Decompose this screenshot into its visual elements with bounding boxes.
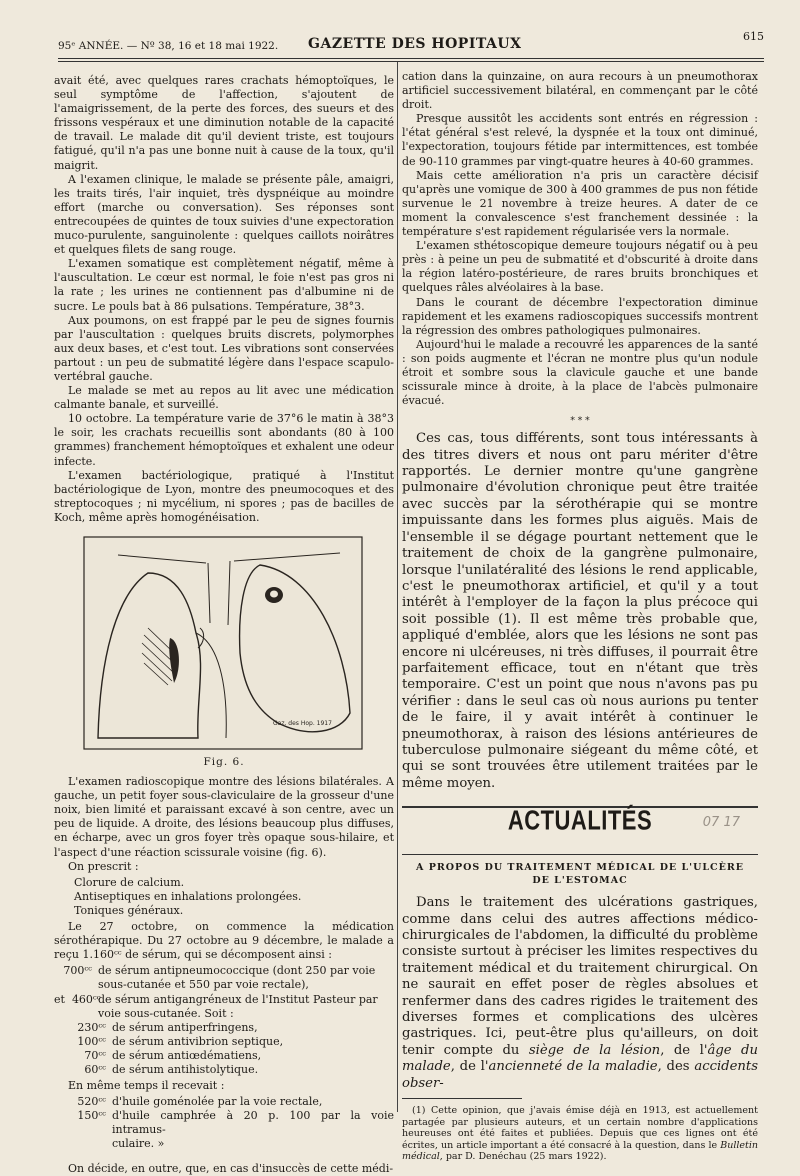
section-banner [402, 806, 758, 855]
footnote-rule [402, 1098, 522, 1099]
text-run: , de l' [450, 1059, 489, 1075]
oil-doses [68, 1095, 394, 1151]
prescription-list [74, 876, 394, 918]
section-separator-stars: ⁎ ⁎ ⁎ [570, 413, 590, 424]
list-item: Toniques généraux. [74, 903, 184, 917]
dose-description: de sérum antihistolytique. [112, 1062, 259, 1076]
paragraph: On décide, en outre, que, en cas d'insuccès de cette médi- [68, 1161, 394, 1175]
text-run: Dans le traitement des ulcérations gastriques, comme dans celui des autres affections médico-chirurgicales de l'abdomen, la difficulté du problème consiste surtout à préciser les limites respectives du traitement médical et du traitement chirurgical. On ne saurait en effet poser de règles absolues et renfermer dans des cadres rigides le traitement des diverses formes et complications des ulcères gastriques. Ici, peut-être plus qu'ailleurs, on doit tenir compte du [402, 895, 758, 1058]
paragraph [402, 895, 758, 1092]
paragraph: Le 27 octobre, on commence la médication sérothérapique. Du 27 octobre au 9 décembre, le malade a reçu 1.160ᶜᶜ de sérum, qui se décomposent ainsi : [54, 920, 394, 962]
dose-row [68, 1021, 394, 1035]
dose-continuation: sous-cutanée et 550 par voie rectale), [98, 978, 309, 992]
footnote [402, 1105, 758, 1163]
paragraph: L'examen somatique est complètement négatif, même à l'auscultation. Le cœur est normal, le foie n'est pas gros ni la rate ; les urines ne contiennent pas d'albumine ni de sucre. Le pouls bat à 86 pulsations. Température, 38°3. [54, 257, 394, 313]
dose-row [54, 993, 394, 1007]
paragraph: L'examen sthétoscopique demeure toujours négatif ou à peu près : à peine un peu de submatité et d'obscurité à droite dans la région latéro-postérieure, de rares bruits bronchiques et quelques râles alvéolaires à la base. [402, 239, 758, 295]
list-item: Antiseptiques en inhalations prolongées. [74, 889, 302, 903]
emphasis: accidents obser- [402, 1059, 758, 1091]
page-number: 615 [743, 30, 764, 43]
text-run: , par D. Denéchau (25 mars 1922). [439, 1151, 607, 1163]
text-run: (1) Cette opinion, que j'avais émise déjà en 1913, est actuellement partagée par plusieurs auteurs, et un certain nombre d'applications heureuses ont été faites et publiées. Depuis que ces lignes ont été écrites, un article important a été consacré à la question, dans le [402, 1105, 758, 1151]
column-divider [397, 62, 398, 1112]
figure-lung-diagram [78, 533, 368, 753]
emphasis: ancienneté de la maladie [488, 1059, 658, 1075]
paragraph: Mais cette amélioration n'a pris un caractère décisif qu'après une vomique de 300 à 400 grammes de pus non fétide survenue le 21 novembre à treize heures. A dater de ce moment la convalescence s'est franchement dessinée : la température s'est rapidement régularisée vers la normale. [402, 168, 758, 239]
dose-row [68, 1049, 394, 1063]
paragraph: Le malade se met au repos au lit avec une médication calmante banale, et surveillé. [54, 384, 394, 412]
article-body [402, 895, 758, 1092]
paragraph: Aux poumons, on est frappé par le peu de signes fournis par l'auscultation : quelques bruits discrets, polymorphes aux deux bases, et c'est tout. Les vibrations sont conservées partout : un peu de submatité légère dans l'espace scapulo-vertébral gauche. [54, 313, 394, 383]
dose-row [68, 1109, 394, 1137]
dose-row [68, 1063, 394, 1077]
dose-continuation: voie sous-cutanée. Soit : [98, 1006, 234, 1020]
header-rule [58, 58, 764, 59]
paragraph: 10 octobre. La température varie de 37°6 le matin à 38°3 le soir, les crachats recueillis sont abondants (80 à 100 grammes) franchement hémoptoïques et exhalent une odeur infecte. [54, 412, 394, 468]
dose-description: d'huile camphrée à 20 p. 100 par la voie intramus- [112, 1109, 394, 1137]
dose-description: de sérum antiœdématiens, [112, 1048, 262, 1062]
conjunction: et [54, 992, 65, 1006]
dose-amount [54, 992, 101, 1007]
conclusion-block [402, 431, 758, 792]
handwritten-note: 07 17 [702, 815, 740, 831]
figure-credit: Gaz. des Hop. 1917 [273, 720, 332, 727]
dose-description: de sérum antipneumococcique (dont 250 par voie [98, 964, 376, 978]
paragraph: En même temps il recevait : [68, 1079, 225, 1093]
dose-amount: 150ᶜᶜ [77, 1109, 106, 1123]
issue-info: 95ᵉ ANNÉE. — Nº 38, 16 et 18 mai 1922. [58, 40, 279, 52]
prescription-intro: On prescrit : [68, 859, 139, 873]
dose-amount: 100ᶜᶜ [77, 1034, 106, 1048]
paragraph: Ces cas, tous différents, sont tous intéressants à des titres divers et nous ont paru mériter d'être rapportés. Le dernier montre qu'une gangrène pulmonaire d'évolution chronique peut être traitée avec succès par la sérothérapie qui se montre impuissante dans les formes plus aiguës. Mais de l'ensemble il se dégage pourtant nettement que le traitement de choix de la gangrène pulmonaire, lorsque l'unilatéralité des lésions le rend applicable, c'est le pneumothorax artificiel, et qu'il y a tout intérêt à l'employer de la façon la plus précoce qui soit possible (1). Il est même très probable que, appliqué d'emblée, alors que les lésions ne sont pas encore ni ulcéreuses, ni très diffuses, il pourrait être parfaitement efficace, tout en n'étant que très temporaire. C'est un point que nous n'avons pas pu vérifier : dans le seul cas où nous aurions pu tenter de le faire, il y avait intérêt à continuer le pneumothorax, à raison des lésions antérieures de tuberculose pulmonaire siégeant du même côté, et qui se sont trouvées être utilement traitées par le même moyen. [402, 431, 758, 791]
dose-description: de sérum antigangréneux de l'Institut Pasteur par [98, 992, 378, 1006]
footnote-text [402, 1105, 758, 1163]
dose-row [68, 1035, 394, 1049]
right-column [402, 70, 758, 1163]
paragraph: Aujourd'hui le malade a recouvré les apparences de la santé : son poids augmente et l'écran ne montre plus qu'un nodule étroit et sombre sous la clavicule gauche et une bande scissurale mince à droite, à la place de l'abcès pulmonaire évacué. [402, 337, 758, 408]
list-item: Clorure de calcium. [74, 875, 185, 889]
paragraph: avait été, avec quelques rares crachats hémoptoïques, le seul symptôme de l'affection, s'ajoutent de l'amaigrissement, de la perte des forces, des sueurs et des frissons vespéraux et une diminution notable de la capacité de travail. Le malade dit qu'il devient triste, est toujours fatigué, qu'il n'a pas une bonne nuit à cause de la toux, qu'il maigrit. [54, 74, 394, 172]
serum-doses [54, 964, 394, 1077]
dose-row [54, 964, 394, 978]
dose-continuation: culaire. » [112, 1137, 165, 1151]
dose-description: d'huile goménolée par la voie rectale, [112, 1095, 323, 1109]
paragraph: Dans le courant de décembre l'expectoration diminue rapidement et les examens radioscopiques successifs montrent la régression des ombres pathologiques pulmonaires. [402, 295, 758, 337]
article-title-line: A PROPOS DU TRAITEMENT MÉDICAL DE L'ULCÈRE [416, 862, 744, 874]
emphasis: Bulletin médical [402, 1139, 758, 1163]
paragraph: cation dans la quinzaine, on aura recours à un pneumothorax artificiel successivement bilatéral, en commençant par le côté droit. [402, 70, 758, 112]
dose-amount: 60ᶜᶜ [84, 1062, 106, 1076]
paragraph: Presque aussitôt les accidents sont entrés en régression : l'état général s'est relevé, la dyspnée et la toux ont diminué, l'expectoration, toujours fétide par intermittences, est tombée de 90-110 grammes par vingt-quatre heures à 40-60 grammes. [402, 112, 758, 168]
dose-amount: 70ᶜᶜ [84, 1048, 106, 1062]
amount-value: 460ᶜᶜ [71, 992, 101, 1006]
dose-description: de sérum antiperfringens, [112, 1020, 258, 1034]
dose-amount: 700ᶜᶜ [63, 964, 92, 978]
figure-caption: Fig. 6. [203, 756, 245, 768]
left-column [54, 74, 394, 1176]
text-run: , des [657, 1059, 695, 1075]
dose-amount: 520ᶜᶜ [77, 1095, 106, 1109]
lung-drawing [78, 533, 368, 753]
dose-description: de sérum antivibrion septique, [112, 1034, 284, 1048]
article-title-line: DE L'ESTOMAC [532, 875, 628, 887]
text-run: , de l' [660, 1042, 708, 1058]
article-title [402, 861, 758, 887]
dose-row [68, 1095, 394, 1109]
journal-title: GAZETTE DES HOPITAUX [308, 36, 522, 52]
dose-amount: 230ᶜᶜ [77, 1020, 106, 1034]
emphasis: siège de la lésion [528, 1042, 661, 1058]
emphasis: âge du malade [402, 1042, 758, 1075]
paragraph: A l'examen clinique, le malade se présente pâle, amaigri, les traits tirés, l'air inquiet, très dyspnéique au moindre effort (marche ou conversation). Ses réponses sont entrecoupées de quintes de toux suivies d'une expectoration muco-purulente, sanguinolente : quelques caillots noirâtres et quelques filets de sang rouge. [54, 172, 394, 257]
paragraph: L'examen radioscopique montre des lésions bilatérales. A gauche, un petit foyer sous-claviculaire de la grosseur d'une noix, bien limité et paraissant excavé à son centre, avec un peu de liquide. A droite, des lésions beaucoup plus diffuses, en écharpe, avec un gros foyer très opaque sous-hilaire, et l'aspect d'une réaction scissurale voisine (fig. 6). [54, 775, 394, 859]
paragraph: L'examen bactériologique, pratiqué à l'Institut bactériologique de Lyon, montre des pneumocoques et des streptocoques ; ni mycélium, ni spores ; pas de bacilles de Koch, même après homogénéisation. [54, 468, 394, 524]
section-banner-title: ACTUALITÉS [507, 804, 653, 837]
header-rule-secondary [58, 61, 764, 62]
page-header [38, 30, 764, 52]
